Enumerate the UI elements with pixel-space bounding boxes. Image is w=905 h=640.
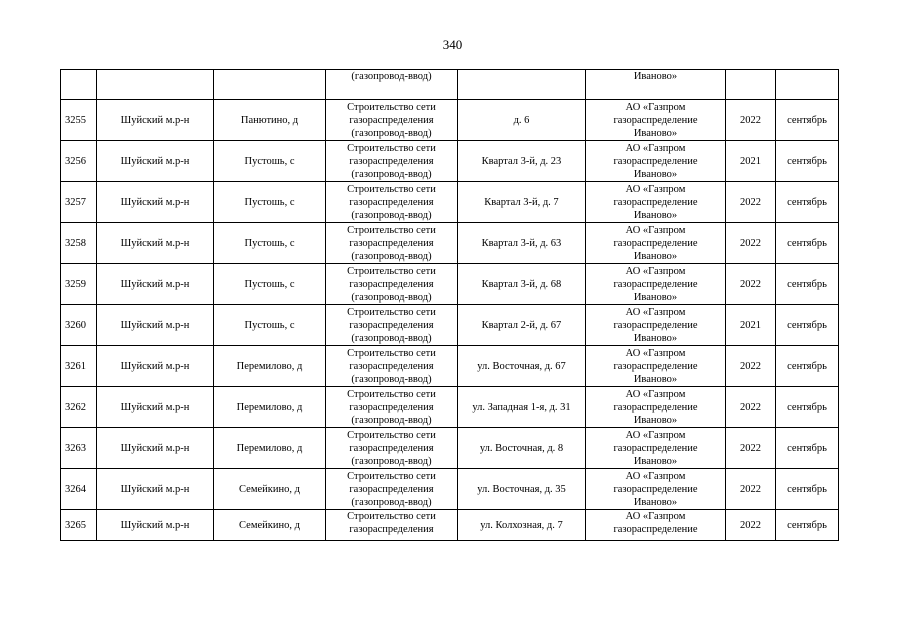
cell-work-line: газораспределения (349, 401, 434, 413)
cell-district: Шуйский м.р-н (97, 387, 214, 428)
cell-address: ул. Восточная, д. 35 (458, 469, 586, 510)
cell-work-line: (газопровод-ввод) (351, 127, 432, 139)
cell-district: Шуйский м.р-н (97, 510, 214, 541)
gasification-table (60, 69, 839, 541)
cell-org-line: Иваново» (633, 209, 678, 221)
cell-work-line: Строительство сети (347, 101, 436, 113)
cell-locality: Перемилово, д (214, 346, 326, 387)
cell-num: 3263 (61, 428, 97, 469)
cell-org-line: АО «Газпром (625, 101, 686, 113)
cell-address (458, 70, 586, 100)
cell-org (586, 387, 726, 428)
cell-num (61, 70, 97, 100)
cell-year: 2022 (726, 346, 776, 387)
cell-org-line: АО «Газпром (625, 142, 686, 154)
cell-district: Шуйский м.р-н (97, 182, 214, 223)
cell-year: 2022 (726, 469, 776, 510)
cell-work-line: Строительство сети (347, 429, 436, 441)
cell-num: 3257 (61, 182, 97, 223)
cell-org-line: АО «Газпром (625, 306, 686, 318)
cell-org-line: АО «Газпром (625, 183, 686, 195)
cell-org-line: газораспределение (613, 483, 698, 495)
cell-address: ул. Колхозная, д. 7 (458, 510, 586, 541)
cell-locality: Пустошь, с (214, 223, 326, 264)
cell-locality: Пустошь, с (214, 141, 326, 182)
table-body (61, 70, 839, 541)
cell-month: сентябрь (776, 469, 839, 510)
cell-district: Шуйский м.р-н (97, 100, 214, 141)
cell-num: 3265 (61, 510, 97, 541)
cell-org-line: Иваново» (633, 250, 678, 262)
cell-work-line: газораспределения (349, 196, 434, 208)
cell-year: 2022 (726, 182, 776, 223)
cell-month: сентябрь (776, 305, 839, 346)
cell-work-line: Строительство сети (347, 470, 436, 482)
cell-work-line: (газопровод-ввод) (351, 250, 432, 262)
cell-work-line: газораспределения (349, 237, 434, 249)
cell-work-line: газораспределения (349, 319, 434, 331)
cell-locality: Семейкино, д (214, 469, 326, 510)
cell-month: сентябрь (776, 510, 839, 541)
cell-district: Шуйский м.р-н (97, 305, 214, 346)
table-row (61, 264, 839, 305)
cell-num: 3264 (61, 469, 97, 510)
cell-org-line: АО «Газпром (625, 470, 686, 482)
cell-org-line: газораспределение (613, 319, 698, 331)
cell-num: 3261 (61, 346, 97, 387)
cell-work-line: Строительство сети (347, 511, 436, 522)
cell-org-line: Иваново» (633, 414, 678, 426)
table-row (61, 100, 839, 141)
cell-org-line: АО «Газпром (625, 388, 686, 400)
cell-work: (газопровод-ввод) (326, 70, 458, 100)
cell-org-line: газораспределение (613, 278, 698, 290)
cell-year: 2022 (726, 264, 776, 305)
cell-num: 3255 (61, 100, 97, 141)
cell-work (326, 100, 458, 141)
cell-address: Квартал 3-й, д. 68 (458, 264, 586, 305)
cell-district: Шуйский м.р-н (97, 469, 214, 510)
cell-month: сентябрь (776, 182, 839, 223)
cell-work (326, 182, 458, 223)
table-row (61, 469, 839, 510)
cell-district: Шуйский м.р-н (97, 428, 214, 469)
cell-org-line: АО «Газпром (625, 265, 686, 277)
cell-district: Шуйский м.р-н (97, 264, 214, 305)
cell-month: сентябрь (776, 141, 839, 182)
cell-work (326, 346, 458, 387)
cell-address: ул. Восточная, д. 8 (458, 428, 586, 469)
cell-address: Квартал 3-й, д. 63 (458, 223, 586, 264)
cell-work-line: газораспределения (349, 114, 434, 126)
cell-month: сентябрь (776, 428, 839, 469)
cell-org (586, 223, 726, 264)
table-row (61, 182, 839, 223)
cell-org-line: газораспределение (613, 401, 698, 413)
cell-num: 3259 (61, 264, 97, 305)
cell-year: 2022 (726, 100, 776, 141)
table-row (61, 305, 839, 346)
cell-locality (214, 70, 326, 100)
cell-org (586, 182, 726, 223)
cell-work-line: Строительство сети (347, 388, 436, 400)
cell-address: д. 6 (458, 100, 586, 141)
cell-address: ул. Восточная, д. 67 (458, 346, 586, 387)
cell-year: 2022 (726, 510, 776, 541)
cell-work-line: Строительство сети (347, 142, 436, 154)
cell-work-line: Строительство сети (347, 224, 436, 236)
cell-locality: Пустошь, с (214, 182, 326, 223)
cell-work-line: (газопровод-ввод) (351, 455, 432, 467)
cell-year: 2021 (726, 305, 776, 346)
cell-org-line: АО «Газпром (625, 429, 686, 441)
cell-num: 3260 (61, 305, 97, 346)
cell-year: 2022 (726, 387, 776, 428)
cell-org (586, 141, 726, 182)
cell-org (586, 346, 726, 387)
cell-locality: Перемилово, д (214, 428, 326, 469)
cell-org-line: газораспределение (613, 196, 698, 208)
cell-org (586, 305, 726, 346)
cell-district: Шуйский м.р-н (97, 141, 214, 182)
cell-work-line: Строительство сети (347, 265, 436, 277)
cell-address: Квартал 3-й, д. 7 (458, 182, 586, 223)
cell-address: Квартал 2-й, д. 67 (458, 305, 586, 346)
cell-work (326, 264, 458, 305)
table-row (61, 510, 839, 541)
cell-work-line: газораспределения (349, 442, 434, 454)
cell-org: Иваново» (586, 70, 726, 100)
cell-month (776, 70, 839, 100)
cell-work-line: (газопровод-ввод) (351, 291, 432, 303)
cell-org-line: газораспределение (613, 237, 698, 249)
cell-num: 3256 (61, 141, 97, 182)
cell-work-line: (газопровод-ввод) (351, 332, 432, 344)
table-row (61, 428, 839, 469)
table-row (61, 141, 839, 182)
cell-work-line: газораспределения (349, 278, 434, 290)
cell-work-line: (газопровод-ввод) (351, 373, 432, 385)
cell-org-line: Иваново» (633, 291, 678, 303)
table-row (61, 346, 839, 387)
cell-locality: Пустошь, с (214, 264, 326, 305)
cell-work (326, 305, 458, 346)
cell-org-line: газораспределение (613, 114, 698, 126)
cell-org (586, 510, 726, 541)
cell-work (326, 141, 458, 182)
cell-org-line: газораспределение (613, 155, 698, 167)
cell-year (726, 70, 776, 100)
cell-work-line: Строительство сети (347, 306, 436, 318)
cell-work-line: газораспределения (349, 155, 434, 167)
cell-work-line: газораспределения (349, 483, 434, 495)
table-row (61, 387, 839, 428)
cell-district (97, 70, 214, 100)
cell-org-line: АО «Газпром (625, 511, 686, 522)
cell-work-line: газораспределения (349, 360, 434, 372)
cell-org-line: АО «Газпром (625, 347, 686, 359)
cell-org (586, 469, 726, 510)
cell-work (326, 387, 458, 428)
cell-district: Шуйский м.р-н (97, 223, 214, 264)
cell-locality: Пустошь, с (214, 305, 326, 346)
cell-year: 2021 (726, 141, 776, 182)
cell-month: сентябрь (776, 264, 839, 305)
cell-month: сентябрь (776, 223, 839, 264)
cell-org (586, 264, 726, 305)
cell-org-line: Иваново» (633, 127, 678, 139)
cell-work-line: (газопровод-ввод) (351, 168, 432, 180)
cell-org-line: Иваново» (633, 455, 678, 467)
cell-org (586, 428, 726, 469)
cell-month: сентябрь (776, 387, 839, 428)
cell-org-line: газораспределение (613, 360, 698, 372)
cell-org (586, 100, 726, 141)
cell-work-line: (газопровод-ввод) (351, 414, 432, 426)
cell-year: 2022 (726, 223, 776, 264)
cell-year: 2022 (726, 428, 776, 469)
cell-org-line: газораспределение (613, 524, 698, 535)
cell-address: ул. Западная 1-я, д. 31 (458, 387, 586, 428)
cell-work-line: (газопровод-ввод) (351, 209, 432, 221)
cell-locality: Перемилово, д (214, 387, 326, 428)
continuation-row (61, 70, 839, 100)
cell-work (326, 469, 458, 510)
cell-org-line: Иваново» (633, 373, 678, 385)
cell-work-line: Строительство сети (347, 183, 436, 195)
cell-work-line: Строительство сети (347, 347, 436, 359)
cell-num: 3262 (61, 387, 97, 428)
cell-work (326, 223, 458, 264)
cell-org-line: Иваново» (633, 168, 678, 180)
page-number: 340 (442, 37, 463, 52)
cell-work (326, 510, 458, 541)
cell-month: сентябрь (776, 346, 839, 387)
cell-locality: Семейкино, д (214, 510, 326, 541)
cell-address: Квартал 3-й, д. 23 (458, 141, 586, 182)
cell-work-line: (газопровод-ввод) (351, 496, 432, 508)
cell-org-line: Иваново» (633, 332, 678, 344)
cell-locality: Панютино, д (214, 100, 326, 141)
cell-org-line: Иваново» (633, 496, 678, 508)
cell-district: Шуйский м.р-н (97, 346, 214, 387)
table-row (61, 223, 839, 264)
cell-work (326, 428, 458, 469)
cell-work-line: газораспределения (349, 524, 434, 535)
cell-org-line: АО «Газпром (625, 224, 686, 236)
cell-org-line: газораспределение (613, 442, 698, 454)
cell-num: 3258 (61, 223, 97, 264)
cell-month: сентябрь (776, 100, 839, 141)
